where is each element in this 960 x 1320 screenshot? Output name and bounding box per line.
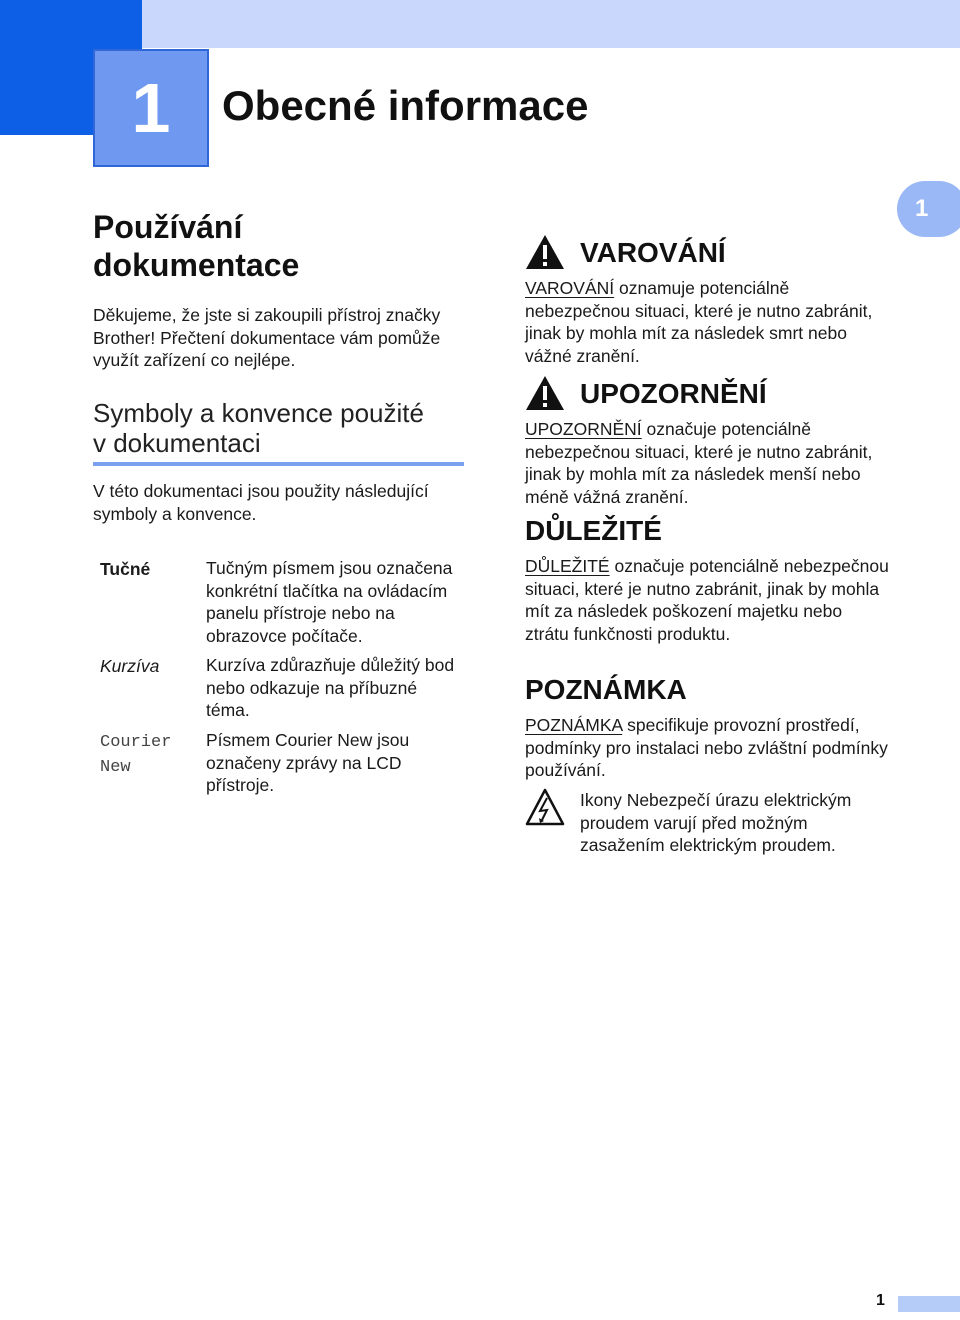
- electric-shock-icon: [525, 788, 565, 826]
- caution-heading: UPOZORNĚNÍ: [580, 378, 767, 409]
- convention-desc-courier: Písmem Courier New jsou označeny zprávy na LCD přístroje.: [206, 730, 410, 795]
- important-text: DŮLEŽITÉ označuje potenciálně nebezpečnou situaci, které je nutno zabránit, jinak by mohla mít za následek poškození majetku nebo ztrátu funkčnosti produktu.: [525, 556, 889, 644]
- convention-desc-italic: Kurzíva zdůrazňuje důležitý bod nebo odkazuje na příbuzné téma.: [206, 655, 455, 720]
- heading-underline-rule: [93, 462, 464, 466]
- warning-triangle-icon: [525, 234, 565, 270]
- caution-triangle-icon: [525, 375, 565, 411]
- header-band-light: [142, 0, 960, 48]
- chapter-number-box: 1: [93, 49, 209, 167]
- page-number-bar: [898, 1296, 960, 1312]
- electric-hazard-text: Ikony Nebezpečí úrazu elektrickým proudem varují před možným zasažením elektrickým proudem.: [580, 790, 852, 855]
- warning-text: VAROVÁNÍ oznamuje potenciálně nebezpečnou situaci, které je nutno zabránit, jinak by mohla mít za následek smrt nebo vážné zranění.: [525, 278, 873, 366]
- page-number: 1: [876, 1292, 885, 1309]
- symbols-intro: V této dokumentaci jsou použity následující symboly a konvence.: [93, 481, 429, 524]
- convention-label-bold: Tučné: [100, 559, 151, 579]
- convention-label-italic: Kurzíva: [100, 656, 160, 676]
- intro-paragraph: Děkujeme, že jste si zakoupili přístroj značky Brother! Přečtení dokumentace vám pomůže využít zařízení co nejlépe.: [93, 305, 441, 370]
- note-text: POZNÁMKA specifikuje provozní prostředí, podmínky pro instalaci nebo zvláštní podmínky používání.: [525, 715, 888, 780]
- caution-text: UPOZORNĚNÍ označuje potenciálně nebezpečnou situaci, které je nutno zabránit, jinak by mohla mít za následek menší nebo méně vážná zranění.: [525, 419, 873, 507]
- chapter-title: Obecné informace: [222, 82, 589, 129]
- note-heading: POZNÁMKA: [525, 674, 687, 705]
- important-heading: DŮLEŽITÉ: [525, 515, 662, 546]
- convention-desc-bold: Tučným písmem jsou označena konkrétní tlačítka na ovládacím panelu přístroje nebo na obrazovce počítače.: [206, 558, 453, 646]
- chapter-side-tab: 1: [897, 181, 960, 237]
- warning-heading: VAROVÁNÍ: [580, 237, 726, 268]
- section-heading-documentation: Používání dokumentace: [93, 209, 300, 283]
- convention-label-courier: Courier New: [100, 733, 172, 777]
- section-heading-symbols: Symboly a konvence použité v dokumentaci: [93, 398, 424, 458]
